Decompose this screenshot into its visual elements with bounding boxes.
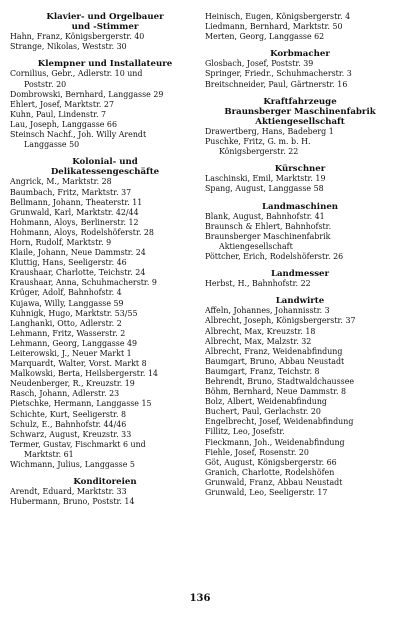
section-heading: Klavier- und Orgelbauer: [46, 12, 164, 22]
directory-entry: Herbst, H., Bahnhofstr. 22: [205, 279, 311, 289]
directory-entry: Breitschneider, Paul, Gärtnerstr. 16: [205, 79, 348, 89]
directory-entry: Cornilius, Gebr., Adlerstr. 10 und: [10, 69, 143, 79]
section-heading: Konditoreien: [73, 477, 137, 488]
directory-entry: Böhm, Bernhard, Neue Dammstr. 8: [205, 387, 347, 397]
directory-entry: Grunwald, Franz, Abbau Neustadt: [205, 477, 343, 487]
directory-entry: Pietschke, Hermann, Langgasse 15: [10, 399, 152, 409]
directory-entry: Angrick, M., Marktstr. 28: [10, 177, 112, 187]
directory-entry: Steinsch Nachf., Joh. Willy Arendt: [10, 130, 147, 140]
directory-entry: Laschinski, Emil, Marktstr. 19: [205, 174, 326, 184]
directory-entry: Glosbach, Josef, Poststr. 39: [205, 59, 314, 69]
directory-entry: Fillitz, Leo, Josefstr.: [205, 427, 285, 437]
directory-entry: Aktiengesellschaft: [219, 241, 293, 251]
section-gap: [10, 470, 200, 477]
directory-entry: Wichmann, Julius, Langgasse 5: [10, 460, 135, 470]
directory-entry: Baumgart, Franz, Teichstr. 8: [205, 366, 320, 376]
directory-entry: Kluttig, Hans, Seeligerstr. 46: [10, 258, 127, 268]
directory-entry: Engelbrecht, Josef, Weidenabfindung: [205, 417, 354, 427]
directory-entry: Marktstr. 61: [24, 449, 74, 459]
section-heading: Landmaschinen: [261, 201, 339, 212]
section-heading: Korbmacher: [270, 49, 330, 60]
directory-entry: Göt, August, Königsbergerstr. 66: [205, 457, 337, 467]
directory-entry: Dombrowski, Bernhard, Langgasse 29: [10, 89, 164, 99]
section-heading: Delikatessengeschäfte: [50, 167, 160, 178]
directory-entry: Bolz, Albert, Weidenabfindung: [205, 397, 327, 407]
directory-entry: Schichte, Kurt, Seeligerstr. 8: [10, 409, 126, 419]
directory-entry: Kujawa, Willy, Langgasse 59: [10, 298, 124, 308]
directory-entry: Hahn, Franz, Königsbergerstr. 40: [10, 32, 145, 42]
directory-entry: Braunsberger Maschinenfabrik: [205, 231, 331, 241]
directory-entry: Springer, Friedr., Schuhmacherstr. 3: [205, 69, 352, 79]
directory-entry: Schulz, E., Bahnhofstr. 44/46: [10, 419, 127, 429]
directory-entry: Blank, August, Bahnhofstr. 41: [205, 211, 325, 221]
directory-entry: Langgasse 50: [24, 140, 80, 150]
directory-entry: Bellmann, Johann, Theaterstr. 11: [10, 197, 143, 207]
left-column: [10, 12, 200, 507]
directory-entry: Braunsch & Ehlert, Bahnhofstr.: [205, 221, 332, 231]
directory-entry: Krüger, Adolf, Bahnhofstr. 4: [10, 288, 122, 298]
directory-entry: Leiterowski, J., Neuer Markt 1: [10, 349, 132, 358]
section-heading: Aktiengesellschaft: [255, 116, 345, 127]
directory-entry: Drawertberg, Hans, Badeberg 1: [205, 126, 334, 136]
directory-entry: Fiehle, Josef, Rosenstr. 20: [205, 447, 309, 457]
directory-entry: Hohmann, Aloys, Berlinerstr. 12: [10, 217, 139, 227]
section-heading: Klempner und Installateure: [37, 59, 173, 70]
directory-entry: Liedmann, Bernhard, Marktstr. 50: [205, 22, 343, 32]
section-gap: [10, 150, 200, 157]
right-column: [205, 12, 395, 498]
directory-entry: Neudenberger, R., Kreuzstr. 19: [10, 379, 135, 389]
directory-entry: Königsbergerstr. 22: [219, 147, 299, 157]
section-gap: [205, 289, 395, 296]
directory-entry: Spang, August, Langgasse 58: [205, 184, 324, 194]
page-number: 136: [189, 593, 211, 604]
directory-entry: Behrendt, Bruno, Stadtwaldchaussee: [205, 377, 355, 386]
section-gap: [205, 195, 395, 202]
directory-entry: Albrecht, Franz, Weidenabfindung: [205, 346, 343, 356]
directory-entry: Granich, Charlotte, Rodelshöfen: [205, 467, 335, 477]
directory-entry: Merten, Georg, Langgasse 62: [205, 32, 325, 42]
directory-entry: Kuhnigk, Hugo, Marktstr. 53/55: [10, 308, 138, 318]
section-heading: Braunsberger Maschinenfabrik: [224, 106, 376, 117]
section-gap: [205, 90, 395, 97]
directory-entry: Lau, Joseph, Langgasse 66: [10, 119, 117, 129]
directory-entry: Fieckmann, Joh., Weidenabfindung: [205, 437, 345, 447]
section-heading: Landmesser: [270, 269, 330, 280]
directory-entry: Lehmann, Fritz, Wasserstr. 2: [10, 328, 126, 338]
directory-entry: Arendt, Eduard, Marktstr. 33: [10, 487, 127, 497]
directory-entry: Albrecht, Max, Kreuzstr. 18: [205, 326, 316, 336]
directory-entry: Langhanki, Otto, Adlerstr. 2: [10, 318, 122, 328]
directory-entry: Pöttcher, Erich, Rodelshöferstr. 26: [205, 251, 344, 261]
section-gap: [205, 157, 395, 164]
directory-entry: Lehmann, Georg, Langgasse 49: [10, 338, 138, 348]
directory-entry: Ehlert, Josef, Marktstr. 27: [10, 99, 114, 109]
section-gap: [205, 42, 395, 49]
directory-entry: Baumbach, Fritz, Marktstr. 37: [10, 187, 132, 197]
directory-entry: Schwarz, August, Kreuzstr. 33: [10, 429, 132, 439]
directory-entry: Marquardt, Walter, Vorst. Markt 8: [10, 359, 147, 369]
directory-entry: Kraushaar, Charlotte, Teichstr. 24: [10, 268, 146, 278]
directory-entry: Affeln, Johannes, Johannisstr. 3: [205, 306, 330, 316]
directory-entry: Klaile, Johann, Neue Dammstr. 24: [10, 248, 146, 258]
directory-entry: Grunwald, Leo, Seeligerstr. 17: [205, 488, 328, 498]
section-heading: Kürschner: [274, 164, 326, 175]
directory-entry: Poststr. 20: [24, 79, 67, 89]
directory-entry: Horn, Rudolf, Marktstr. 9: [10, 237, 112, 247]
directory-entry: Strange, Nikolas, Weststr. 30: [10, 42, 127, 52]
section-gap: [205, 262, 395, 269]
directory-entry: Hubermann, Bruno, Poststr. 14: [10, 497, 135, 507]
section-gap: [10, 52, 200, 59]
section-heading: Landwirte: [275, 296, 325, 307]
directory-entry: Grunwald, Karl, Marktstr. 42/44: [10, 207, 139, 217]
section-heading: Kraftfahrzeuge: [263, 96, 337, 107]
directory-entry: Puschke, Fritz, G. m. b. H.: [205, 137, 311, 147]
directory-entry: Termer, Gustav, Fischmarkt 6 und: [10, 439, 146, 449]
directory-entry: Kuhn, Paul, Lindenstr. 7: [10, 109, 107, 119]
directory-entry: Baumgart, Bruno, Abbau Neustadt: [205, 356, 345, 366]
directory-entry: Buchert, Paul, Gerlachstr. 20: [205, 407, 321, 417]
directory-entry: Albrecht, Max, Malzstr. 32: [205, 336, 312, 346]
directory-entry: Rasch, Johann, Adlerstr. 23: [10, 389, 120, 399]
section-heading: und -Stimmer: [71, 22, 139, 33]
directory-entry: Kraushaar, Anna, Schuhmacherstr. 9: [10, 278, 157, 288]
directory-entry: Heinisch, Eugen, Königsbergerstr. 4: [205, 12, 351, 21]
directory-entry: Malkowski, Berta, Heilsbergerstr. 14: [10, 369, 158, 379]
directory-entry: Albrecht, Joseph, Königsbergerstr. 37: [205, 316, 356, 326]
section-heading: Kolonial- und: [72, 157, 138, 168]
directory-entry: Hohmann, Aloys, Rodelshöferstr. 28: [10, 227, 154, 237]
